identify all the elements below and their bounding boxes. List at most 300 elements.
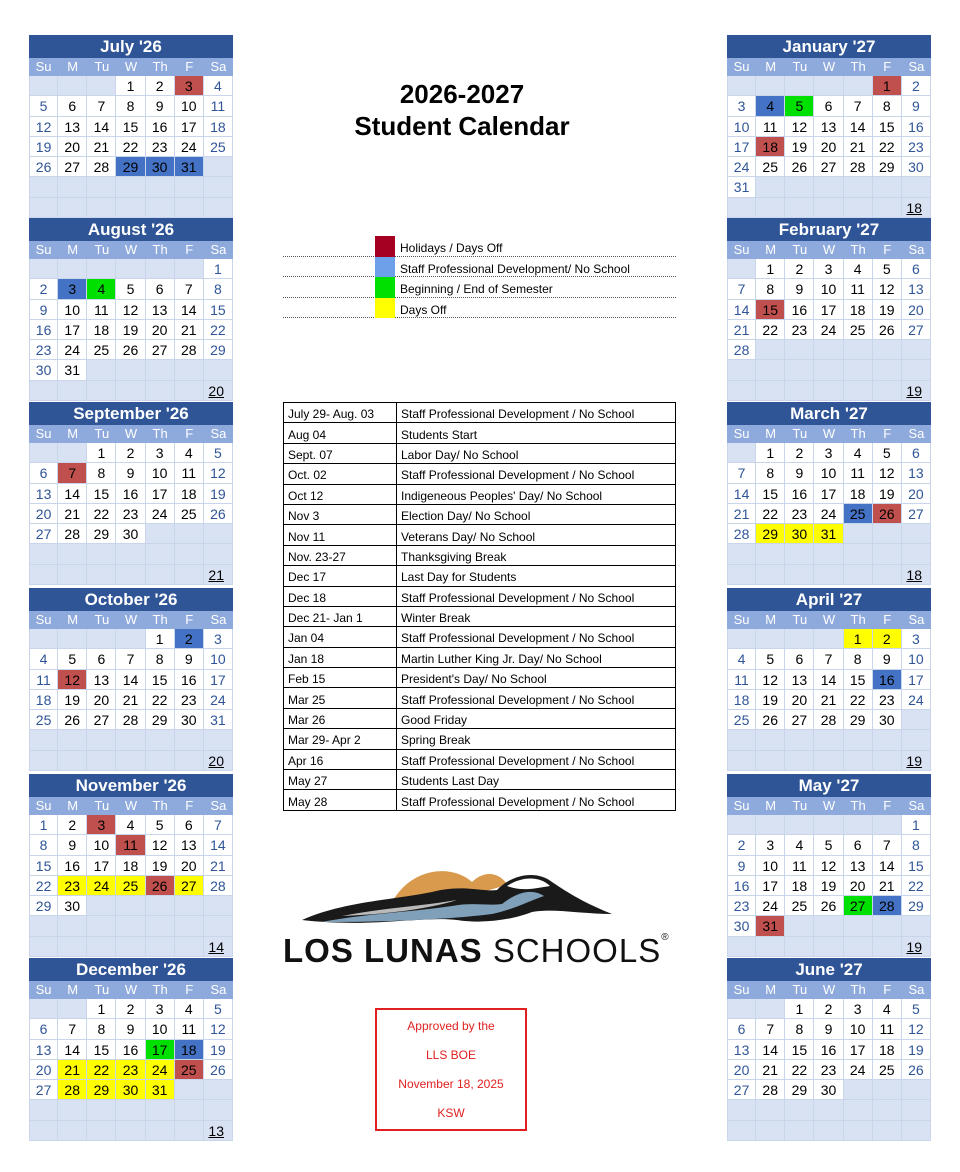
event-description: Last Day for Students <box>397 566 676 586</box>
day-cell: 13 <box>58 117 87 137</box>
day-cell: 12 <box>204 1019 233 1039</box>
day-cell: 22 <box>873 137 902 157</box>
day-cell: 21 <box>58 1060 87 1080</box>
empty-cell <box>902 730 931 750</box>
event-row <box>284 770 676 790</box>
event-description: Election Day/ No School <box>397 504 676 524</box>
calendar-april-2027 <box>727 588 931 771</box>
day-cell: 10 <box>58 300 87 320</box>
day-cell: 1 <box>785 999 814 1019</box>
event-row <box>284 545 676 565</box>
day-cell: 20 <box>785 690 814 710</box>
day-cell: 5 <box>873 443 902 463</box>
day-cell: 16 <box>902 117 931 137</box>
day-cell: 8 <box>87 1019 116 1039</box>
empty-cell <box>814 177 843 197</box>
empty-cell <box>814 937 843 957</box>
event-row <box>284 647 676 667</box>
day-cell: 29 <box>785 1080 814 1100</box>
event-row <box>284 708 676 728</box>
day-cell: 7 <box>204 815 233 835</box>
empty-cell <box>87 544 116 564</box>
empty-cell <box>902 710 931 730</box>
day-cell: 14 <box>727 484 756 504</box>
empty-cell <box>785 937 814 957</box>
event-row <box>284 729 676 749</box>
day-cell: 12 <box>814 856 843 876</box>
day-cell: 3 <box>146 443 175 463</box>
event-description: Students Last Day <box>397 770 676 790</box>
empty-cell <box>727 381 756 401</box>
day-cell: 29 <box>29 896 58 916</box>
day-cell: 23 <box>873 690 902 710</box>
weekday-label: Su <box>35 798 52 813</box>
event-row <box>284 443 676 463</box>
day-cell: 25 <box>175 1060 204 1080</box>
event-date: Nov 3 <box>284 504 397 524</box>
day-cell: 11 <box>727 670 756 690</box>
color-legend <box>283 236 676 318</box>
event-row <box>284 423 676 443</box>
day-cell: 14 <box>814 670 843 690</box>
event-row <box>284 606 676 626</box>
empty-cell <box>87 565 116 585</box>
day-cell: 12 <box>873 279 902 299</box>
weekday-label: W <box>124 59 138 74</box>
day-cell: 3 <box>756 835 785 855</box>
day-cell: 18 <box>116 856 145 876</box>
day-cell: 9 <box>785 463 814 483</box>
empty-cell <box>756 76 785 96</box>
empty-cell <box>29 730 58 750</box>
empty-cell <box>146 937 175 957</box>
empty-cell <box>146 381 175 401</box>
day-cell: 11 <box>785 856 814 876</box>
legend-label: Holidays / Days Off <box>400 241 503 255</box>
day-cell: 26 <box>204 504 233 524</box>
school-days-count: 19 <box>902 381 931 401</box>
empty-cell <box>58 751 87 771</box>
empty-cell <box>785 177 814 197</box>
weekday-label: F <box>185 426 194 441</box>
event-description: Students Start <box>397 423 676 443</box>
day-cell: 25 <box>727 710 756 730</box>
day-cell: 20 <box>727 1060 756 1080</box>
empty-cell <box>814 340 843 360</box>
day-cell: 8 <box>902 835 931 855</box>
day-cell: 31 <box>146 1080 175 1100</box>
event-description: Staff Professional Development / No School <box>397 688 676 708</box>
school-days-count: 19 <box>902 937 931 957</box>
empty-cell <box>29 1121 58 1141</box>
day-cell: 29 <box>873 157 902 177</box>
event-row <box>284 749 676 769</box>
weekday-label: Th <box>152 982 168 997</box>
event-date: July 29- Aug. 03 <box>284 403 397 423</box>
day-cell: 23 <box>727 896 756 916</box>
empty-cell <box>58 443 87 463</box>
day-cell: 22 <box>116 137 145 157</box>
weekday-label: Th <box>152 612 168 627</box>
empty-cell <box>785 815 814 835</box>
day-cell: 9 <box>146 96 175 116</box>
page-title-subtitle: Student Calendar <box>354 111 570 141</box>
empty-cell <box>29 544 58 564</box>
day-cell: 30 <box>814 1080 843 1100</box>
month-title: March '27 <box>727 402 931 425</box>
empty-cell <box>175 198 204 218</box>
empty-cell <box>756 177 785 197</box>
day-cell: 22 <box>756 320 785 340</box>
empty-cell <box>204 896 233 916</box>
weekday-header <box>29 425 233 443</box>
empty-cell <box>785 360 814 380</box>
empty-cell <box>29 1100 58 1120</box>
day-cell: 19 <box>873 300 902 320</box>
empty-cell <box>844 937 873 957</box>
day-cell: 29 <box>116 157 145 177</box>
empty-cell <box>29 751 58 771</box>
empty-cell <box>756 629 785 649</box>
event-description: Martin Luther King Jr. Day/ No School <box>397 647 676 667</box>
empty-cell <box>116 751 145 771</box>
day-cell: 23 <box>785 504 814 524</box>
day-cell: 17 <box>814 300 843 320</box>
empty-cell <box>814 815 843 835</box>
day-cell: 15 <box>785 1040 814 1060</box>
event-date: Mar 25 <box>284 688 397 708</box>
day-cell: 24 <box>146 1060 175 1080</box>
day-cell: 27 <box>902 320 931 340</box>
empty-cell <box>58 259 87 279</box>
legend-item <box>283 298 676 319</box>
empty-cell <box>146 1100 175 1120</box>
day-cell: 16 <box>785 484 814 504</box>
day-cell: 4 <box>175 443 204 463</box>
day-cell: 27 <box>29 524 58 544</box>
event-date: Aug 04 <box>284 423 397 443</box>
day-cell: 17 <box>844 1040 873 1060</box>
day-cell: 17 <box>756 876 785 896</box>
empty-cell <box>727 1121 756 1141</box>
day-cell: 25 <box>29 710 58 730</box>
empty-cell <box>58 1121 87 1141</box>
weekday-label: W <box>822 242 836 257</box>
day-cell: 30 <box>175 710 204 730</box>
event-date: Dec 17 <box>284 566 397 586</box>
empty-cell <box>175 751 204 771</box>
empty-cell <box>727 751 756 771</box>
empty-cell <box>87 198 116 218</box>
events-table <box>283 402 676 811</box>
day-cell: 1 <box>204 259 233 279</box>
day-cell: 2 <box>727 835 756 855</box>
day-cell: 10 <box>814 463 843 483</box>
day-cell: 11 <box>873 1019 902 1039</box>
empty-cell <box>727 999 756 1019</box>
day-cell: 13 <box>175 835 204 855</box>
empty-cell <box>175 937 204 957</box>
empty-cell <box>87 730 116 750</box>
day-cell: 5 <box>873 259 902 279</box>
month-title: February '27 <box>727 218 931 241</box>
empty-cell <box>814 76 843 96</box>
empty-cell <box>844 751 873 771</box>
day-cell: 18 <box>844 484 873 504</box>
day-cell: 11 <box>175 1019 204 1039</box>
calendar-october-2026 <box>29 588 233 771</box>
weekday-label: Sa <box>210 59 227 74</box>
day-cell: 7 <box>727 463 756 483</box>
empty-cell <box>87 751 116 771</box>
empty-cell <box>902 360 931 380</box>
empty-cell <box>756 544 785 564</box>
calendar-january-2027 <box>727 35 931 218</box>
weekday-label: W <box>822 59 836 74</box>
day-cell: 9 <box>58 835 87 855</box>
empty-cell <box>873 751 902 771</box>
empty-cell <box>116 360 145 380</box>
empty-cell <box>756 730 785 750</box>
day-cell: 21 <box>204 856 233 876</box>
day-cell: 29 <box>756 524 785 544</box>
day-cell: 7 <box>727 279 756 299</box>
empty-cell <box>175 259 204 279</box>
day-cell: 14 <box>756 1040 785 1060</box>
day-grid <box>29 999 233 1141</box>
weekday-label: Sa <box>908 612 925 627</box>
day-cell: 3 <box>87 815 116 835</box>
empty-cell <box>29 198 58 218</box>
calendar-september-2026 <box>29 402 233 585</box>
day-cell: 15 <box>204 300 233 320</box>
day-cell: 25 <box>175 504 204 524</box>
event-description: Winter Break <box>397 606 676 626</box>
empty-cell <box>29 565 58 585</box>
day-cell: 21 <box>873 876 902 896</box>
event-row <box>284 484 676 504</box>
event-description: Labor Day/ No School <box>397 443 676 463</box>
weekday-label: F <box>185 798 194 813</box>
day-cell: 23 <box>902 137 931 157</box>
empty-cell <box>844 815 873 835</box>
empty-cell <box>902 1100 931 1120</box>
empty-cell <box>204 157 233 177</box>
day-cell: 18 <box>785 876 814 896</box>
event-date: Nov. 23-27 <box>284 545 397 565</box>
empty-cell <box>844 730 873 750</box>
day-cell: 28 <box>727 340 756 360</box>
empty-cell <box>873 177 902 197</box>
weekday-label: W <box>822 426 836 441</box>
day-cell: 28 <box>175 340 204 360</box>
day-cell: 8 <box>116 96 145 116</box>
day-cell: 28 <box>814 710 843 730</box>
day-cell: 8 <box>87 463 116 483</box>
month-title: November '26 <box>29 774 233 797</box>
day-cell: 7 <box>756 1019 785 1039</box>
day-cell: 24 <box>175 137 204 157</box>
day-cell: 25 <box>116 876 145 896</box>
day-cell: 27 <box>902 504 931 524</box>
day-cell: 2 <box>146 76 175 96</box>
day-cell: 10 <box>87 835 116 855</box>
day-cell: 30 <box>727 916 756 936</box>
day-cell: 3 <box>844 999 873 1019</box>
empty-cell <box>756 381 785 401</box>
day-cell: 1 <box>87 999 116 1019</box>
empty-cell <box>873 730 902 750</box>
day-cell: 10 <box>902 649 931 669</box>
day-cell: 15 <box>87 1040 116 1060</box>
approval-initials: KSW <box>437 1106 465 1120</box>
day-cell: 10 <box>204 649 233 669</box>
day-cell: 20 <box>902 300 931 320</box>
event-row <box>284 504 676 524</box>
registered-mark: ® <box>661 932 670 943</box>
day-cell: 25 <box>87 340 116 360</box>
day-cell: 4 <box>785 835 814 855</box>
empty-cell <box>785 76 814 96</box>
day-cell: 26 <box>785 157 814 177</box>
month-title: January '27 <box>727 35 931 58</box>
day-cell: 6 <box>814 96 843 116</box>
event-description: Indigeneous Peoples' Day/ No School <box>397 484 676 504</box>
day-cell: 3 <box>814 443 843 463</box>
day-cell: 13 <box>785 670 814 690</box>
day-cell: 5 <box>146 815 175 835</box>
weekday-label: M <box>67 242 79 257</box>
day-cell: 12 <box>785 117 814 137</box>
day-cell: 3 <box>175 76 204 96</box>
empty-cell <box>146 896 175 916</box>
event-date: May 27 <box>284 770 397 790</box>
day-cell: 17 <box>146 1040 175 1060</box>
empty-cell <box>873 565 902 585</box>
calendar-july-2026 <box>29 35 233 218</box>
day-cell: 30 <box>146 157 175 177</box>
day-cell: 16 <box>727 876 756 896</box>
day-cell: 5 <box>58 649 87 669</box>
empty-cell <box>116 565 145 585</box>
day-cell: 26 <box>29 157 58 177</box>
weekday-header <box>29 611 233 629</box>
event-description: Thanksgiving Break <box>397 545 676 565</box>
weekday-label: F <box>185 612 194 627</box>
event-date: Oct 12 <box>284 484 397 504</box>
day-cell: 17 <box>58 320 87 340</box>
empty-cell <box>29 443 58 463</box>
day-cell: 13 <box>29 484 58 504</box>
approval-stamp <box>375 1008 527 1131</box>
day-cell: 22 <box>785 1060 814 1080</box>
weekday-label: Th <box>850 426 866 441</box>
weekday-label: F <box>883 426 892 441</box>
day-cell: 9 <box>116 1019 145 1039</box>
day-cell: 18 <box>727 690 756 710</box>
day-cell: 22 <box>844 690 873 710</box>
day-cell: 12 <box>902 1019 931 1039</box>
empty-cell <box>873 360 902 380</box>
day-cell: 30 <box>58 896 87 916</box>
day-cell: 5 <box>756 649 785 669</box>
day-cell: 1 <box>146 629 175 649</box>
day-cell: 4 <box>29 649 58 669</box>
day-cell: 5 <box>116 279 145 299</box>
weekday-label: W <box>124 612 138 627</box>
day-cell: 19 <box>873 484 902 504</box>
event-description: President's Day/ No School <box>397 668 676 688</box>
day-cell: 2 <box>814 999 843 1019</box>
day-cell: 10 <box>146 463 175 483</box>
day-cell: 27 <box>29 1080 58 1100</box>
day-cell: 19 <box>146 856 175 876</box>
month-title: July '26 <box>29 35 233 58</box>
weekday-label: Tu <box>94 612 110 627</box>
empty-cell <box>727 730 756 750</box>
day-cell: 18 <box>175 1040 204 1060</box>
empty-cell <box>58 916 87 936</box>
day-cell: 29 <box>902 896 931 916</box>
day-cell: 6 <box>785 649 814 669</box>
day-cell: 25 <box>204 137 233 157</box>
day-cell: 6 <box>727 1019 756 1039</box>
day-cell: 7 <box>116 649 145 669</box>
empty-cell <box>29 629 58 649</box>
empty-cell <box>116 916 145 936</box>
empty-cell <box>727 937 756 957</box>
day-cell: 31 <box>756 916 785 936</box>
approval-date: November 18, 2025 <box>398 1077 504 1091</box>
empty-cell <box>146 259 175 279</box>
day-cell: 14 <box>87 117 116 137</box>
day-cell: 26 <box>204 1060 233 1080</box>
day-cell: 2 <box>873 629 902 649</box>
day-cell: 2 <box>785 259 814 279</box>
empty-cell <box>756 1121 785 1141</box>
day-cell: 25 <box>756 157 785 177</box>
empty-cell <box>58 381 87 401</box>
day-cell: 19 <box>58 690 87 710</box>
empty-cell <box>814 751 843 771</box>
month-title: December '26 <box>29 958 233 981</box>
day-cell: 24 <box>844 1060 873 1080</box>
weekday-header <box>727 58 931 76</box>
day-cell: 21 <box>175 320 204 340</box>
empty-cell <box>727 76 756 96</box>
day-cell: 3 <box>727 96 756 116</box>
school-days-count: 19 <box>902 751 931 771</box>
weekday-label: M <box>765 242 777 257</box>
day-cell: 19 <box>116 320 145 340</box>
day-cell: 3 <box>902 629 931 649</box>
weekday-label: Su <box>35 612 52 627</box>
event-date: Oct. 02 <box>284 464 397 484</box>
day-cell: 8 <box>29 835 58 855</box>
day-cell: 9 <box>727 856 756 876</box>
day-cell: 31 <box>204 710 233 730</box>
empty-cell <box>844 177 873 197</box>
empty-cell <box>87 1121 116 1141</box>
day-cell: 18 <box>87 320 116 340</box>
day-cell: 24 <box>146 504 175 524</box>
empty-cell <box>814 360 843 380</box>
day-cell: 11 <box>756 117 785 137</box>
event-description: Staff Professional Development / No School <box>397 749 676 769</box>
weekday-label: Su <box>35 242 52 257</box>
empty-cell <box>116 544 145 564</box>
empty-cell <box>756 340 785 360</box>
